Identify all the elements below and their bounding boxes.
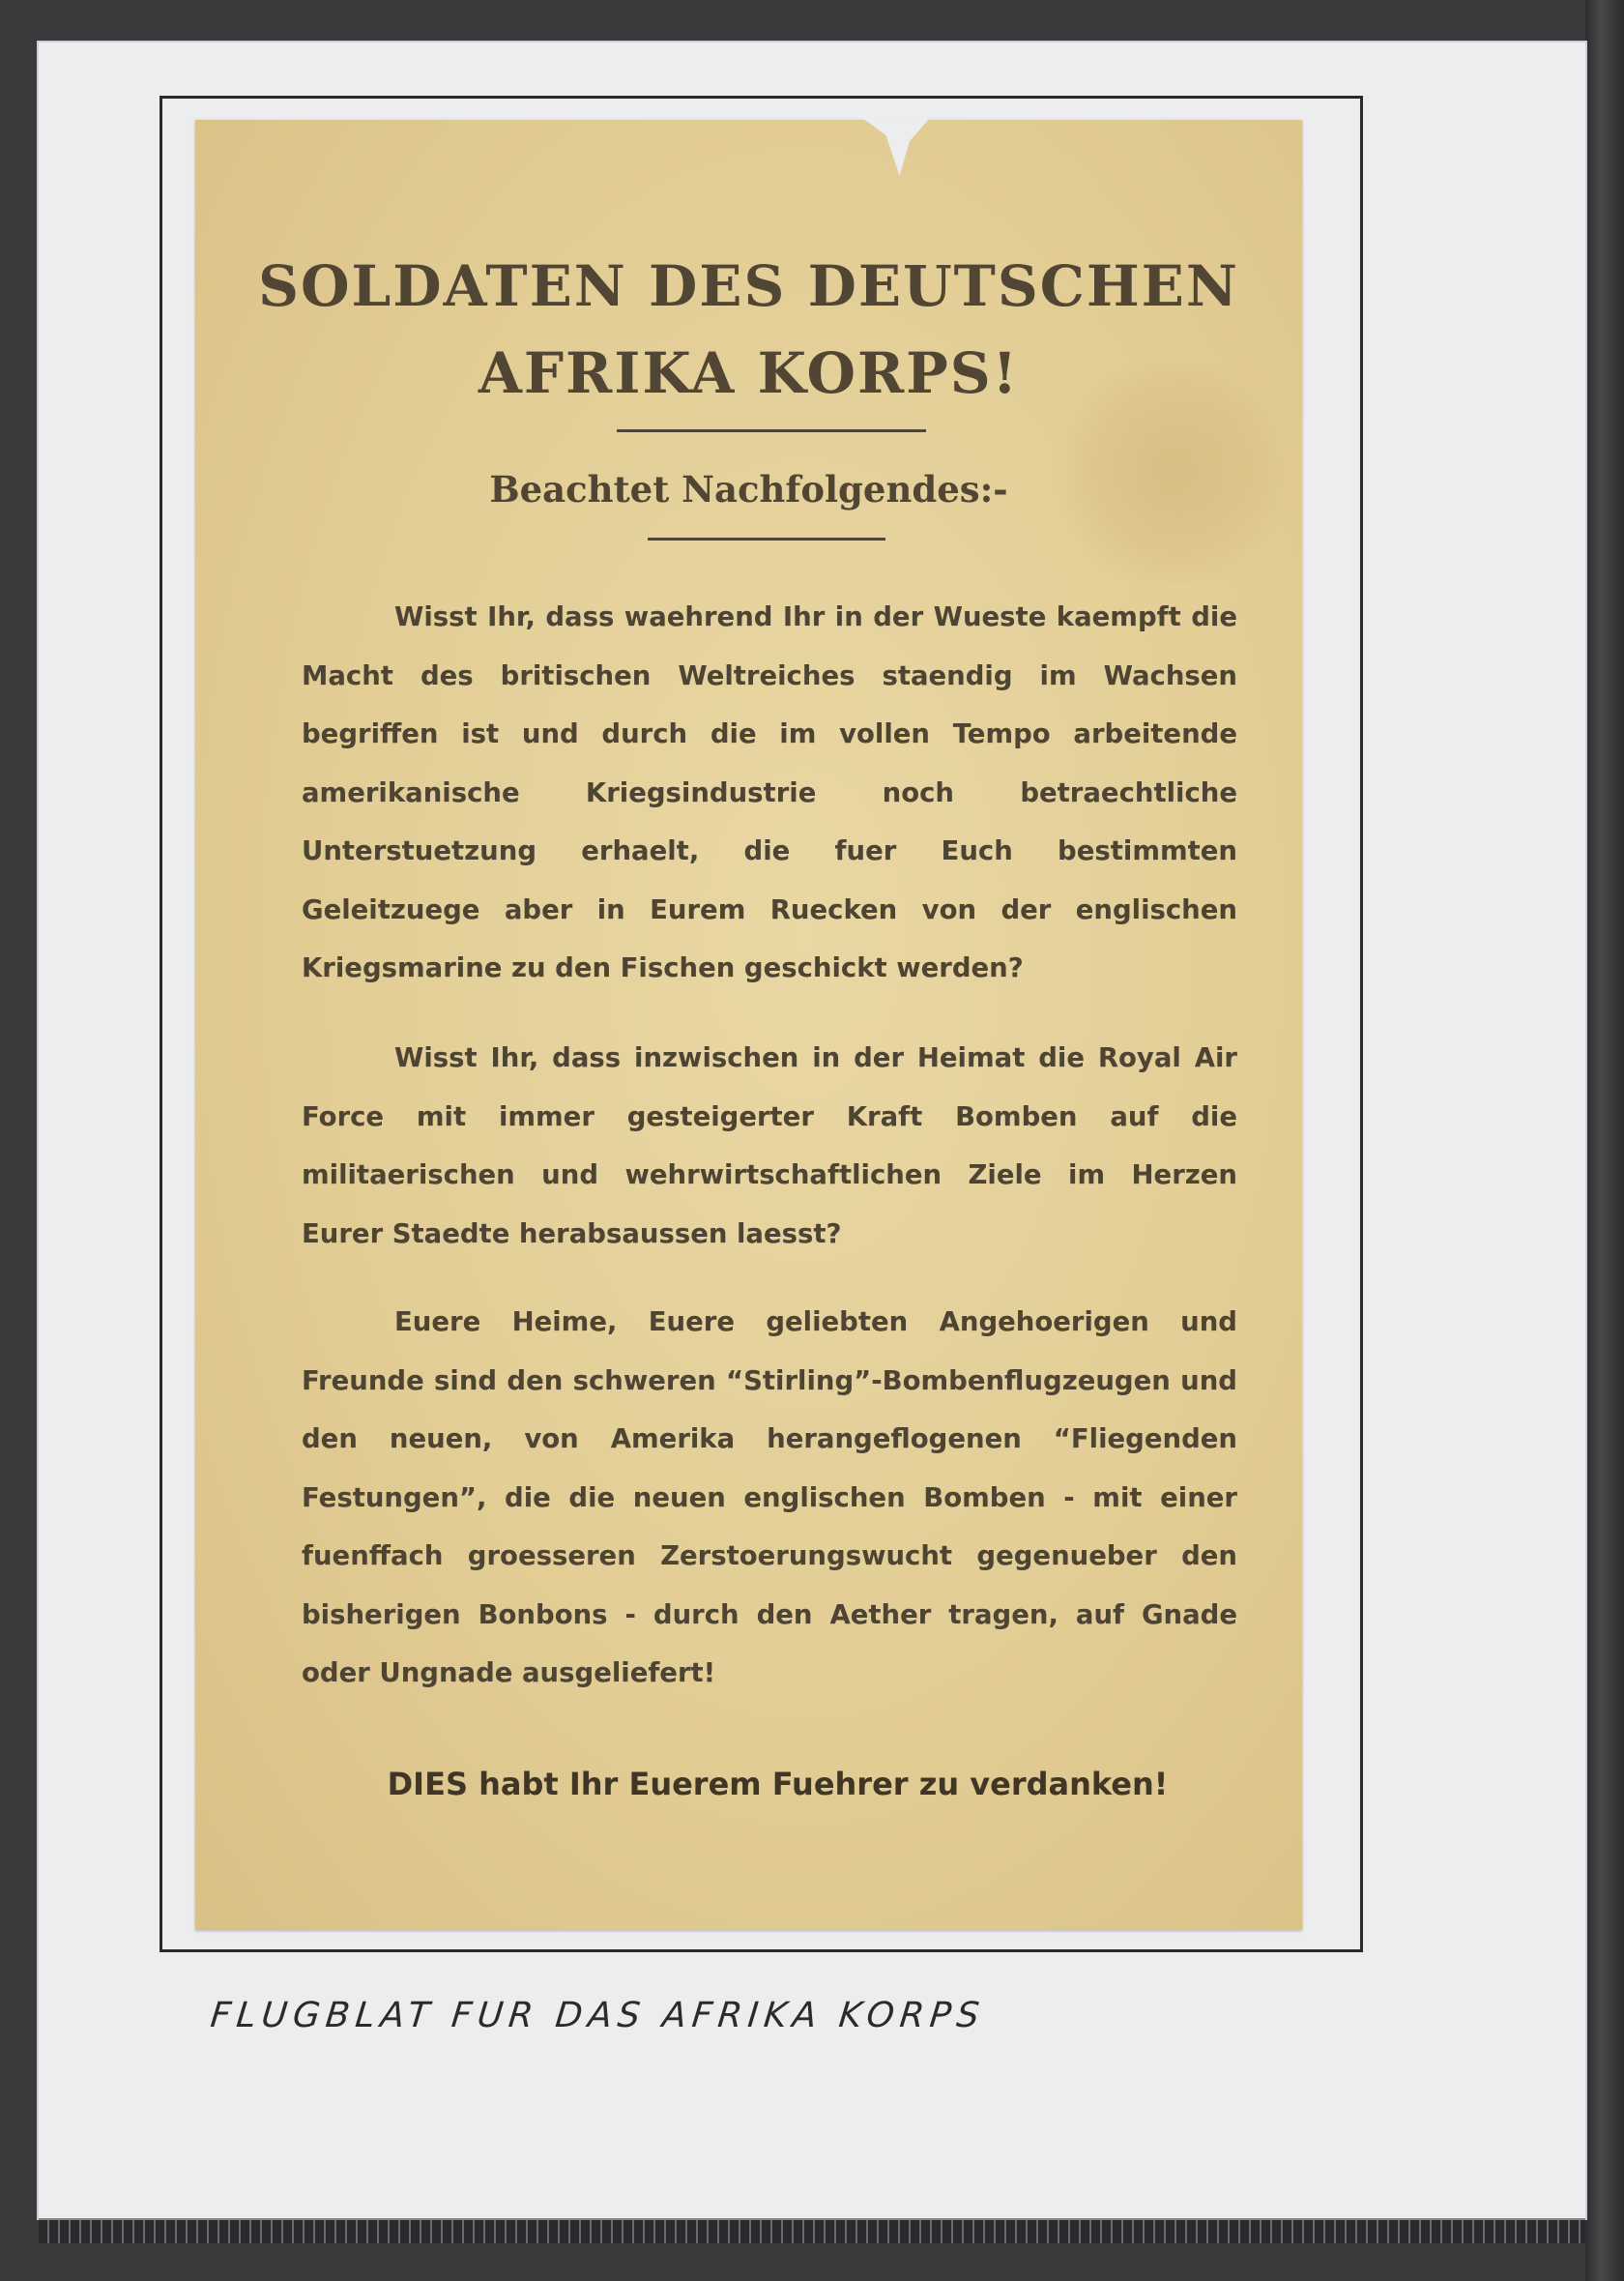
handwritten-caption: FLUGBLAT FUR DAS AFRIKA KORPS [208,1996,987,2035]
paragraph-2-text: Wisst Ihr, dass inzwischen in der Heimat die Royal Air Force mit immer gesteigerter Kraft Bomben auf die militaerischen und wehrwirtschaftlichen Ziele im Herzen Eurer Staedte herabsaussen laesst? [302,1042,1237,1249]
torn-edge [862,118,930,176]
paragraph-3 [302,1293,1237,1703]
binder-spine [1585,0,1624,2281]
paragraph-1-text: Wisst Ihr, dass waehrend Ihr in der Wueste kaempft die Macht des britischen Weltreiches staendig im Wachsen begriffen ist und durch die im vollen Tempo arbeitende amerikanische Kriegsindustrie noch betraechtliche Unterstuetzung erhaelt, die fuer Euch bestimmten Geleitzuege aber in Eurem Ruecken von der englischen Kriegsmarine zu den Fischen geschickt werden? [302,601,1237,983]
divider-rule-top [617,429,926,432]
subheading: Beachtet Nachfolgendes:- [489,468,1008,511]
leaflet [195,120,1302,1930]
headline-line-2: AFRIKA KORPS! [478,340,1020,406]
headline-line-1: SOLDATEN DES DEUTSCHEN [258,253,1239,319]
paragraph-2 [302,1029,1237,1263]
paragraph-1 [302,588,1237,998]
paragraph-3-text: Euere Heime, Euere geliebten Angehoerigen und Freunde sind den schweren “Stirling”-Bombenflugzeugen und den neuen, von Amerika herangeflogenen “Fliegenden Festungen”, die die neuen englischen Bomben - mit einer fuenffach groesseren Zerstoerungswucht gegenueber den bisherigen Bonbons - durch den Aether tragen, auf Gnade oder Ungnade ausgeliefert! [302,1306,1237,1688]
binder-strip [39,2218,1585,2243]
divider-rule-bottom [648,538,885,541]
closing-line: DIES habt Ihr Euerem Fuehrer zu verdanken! [387,1766,1169,1802]
